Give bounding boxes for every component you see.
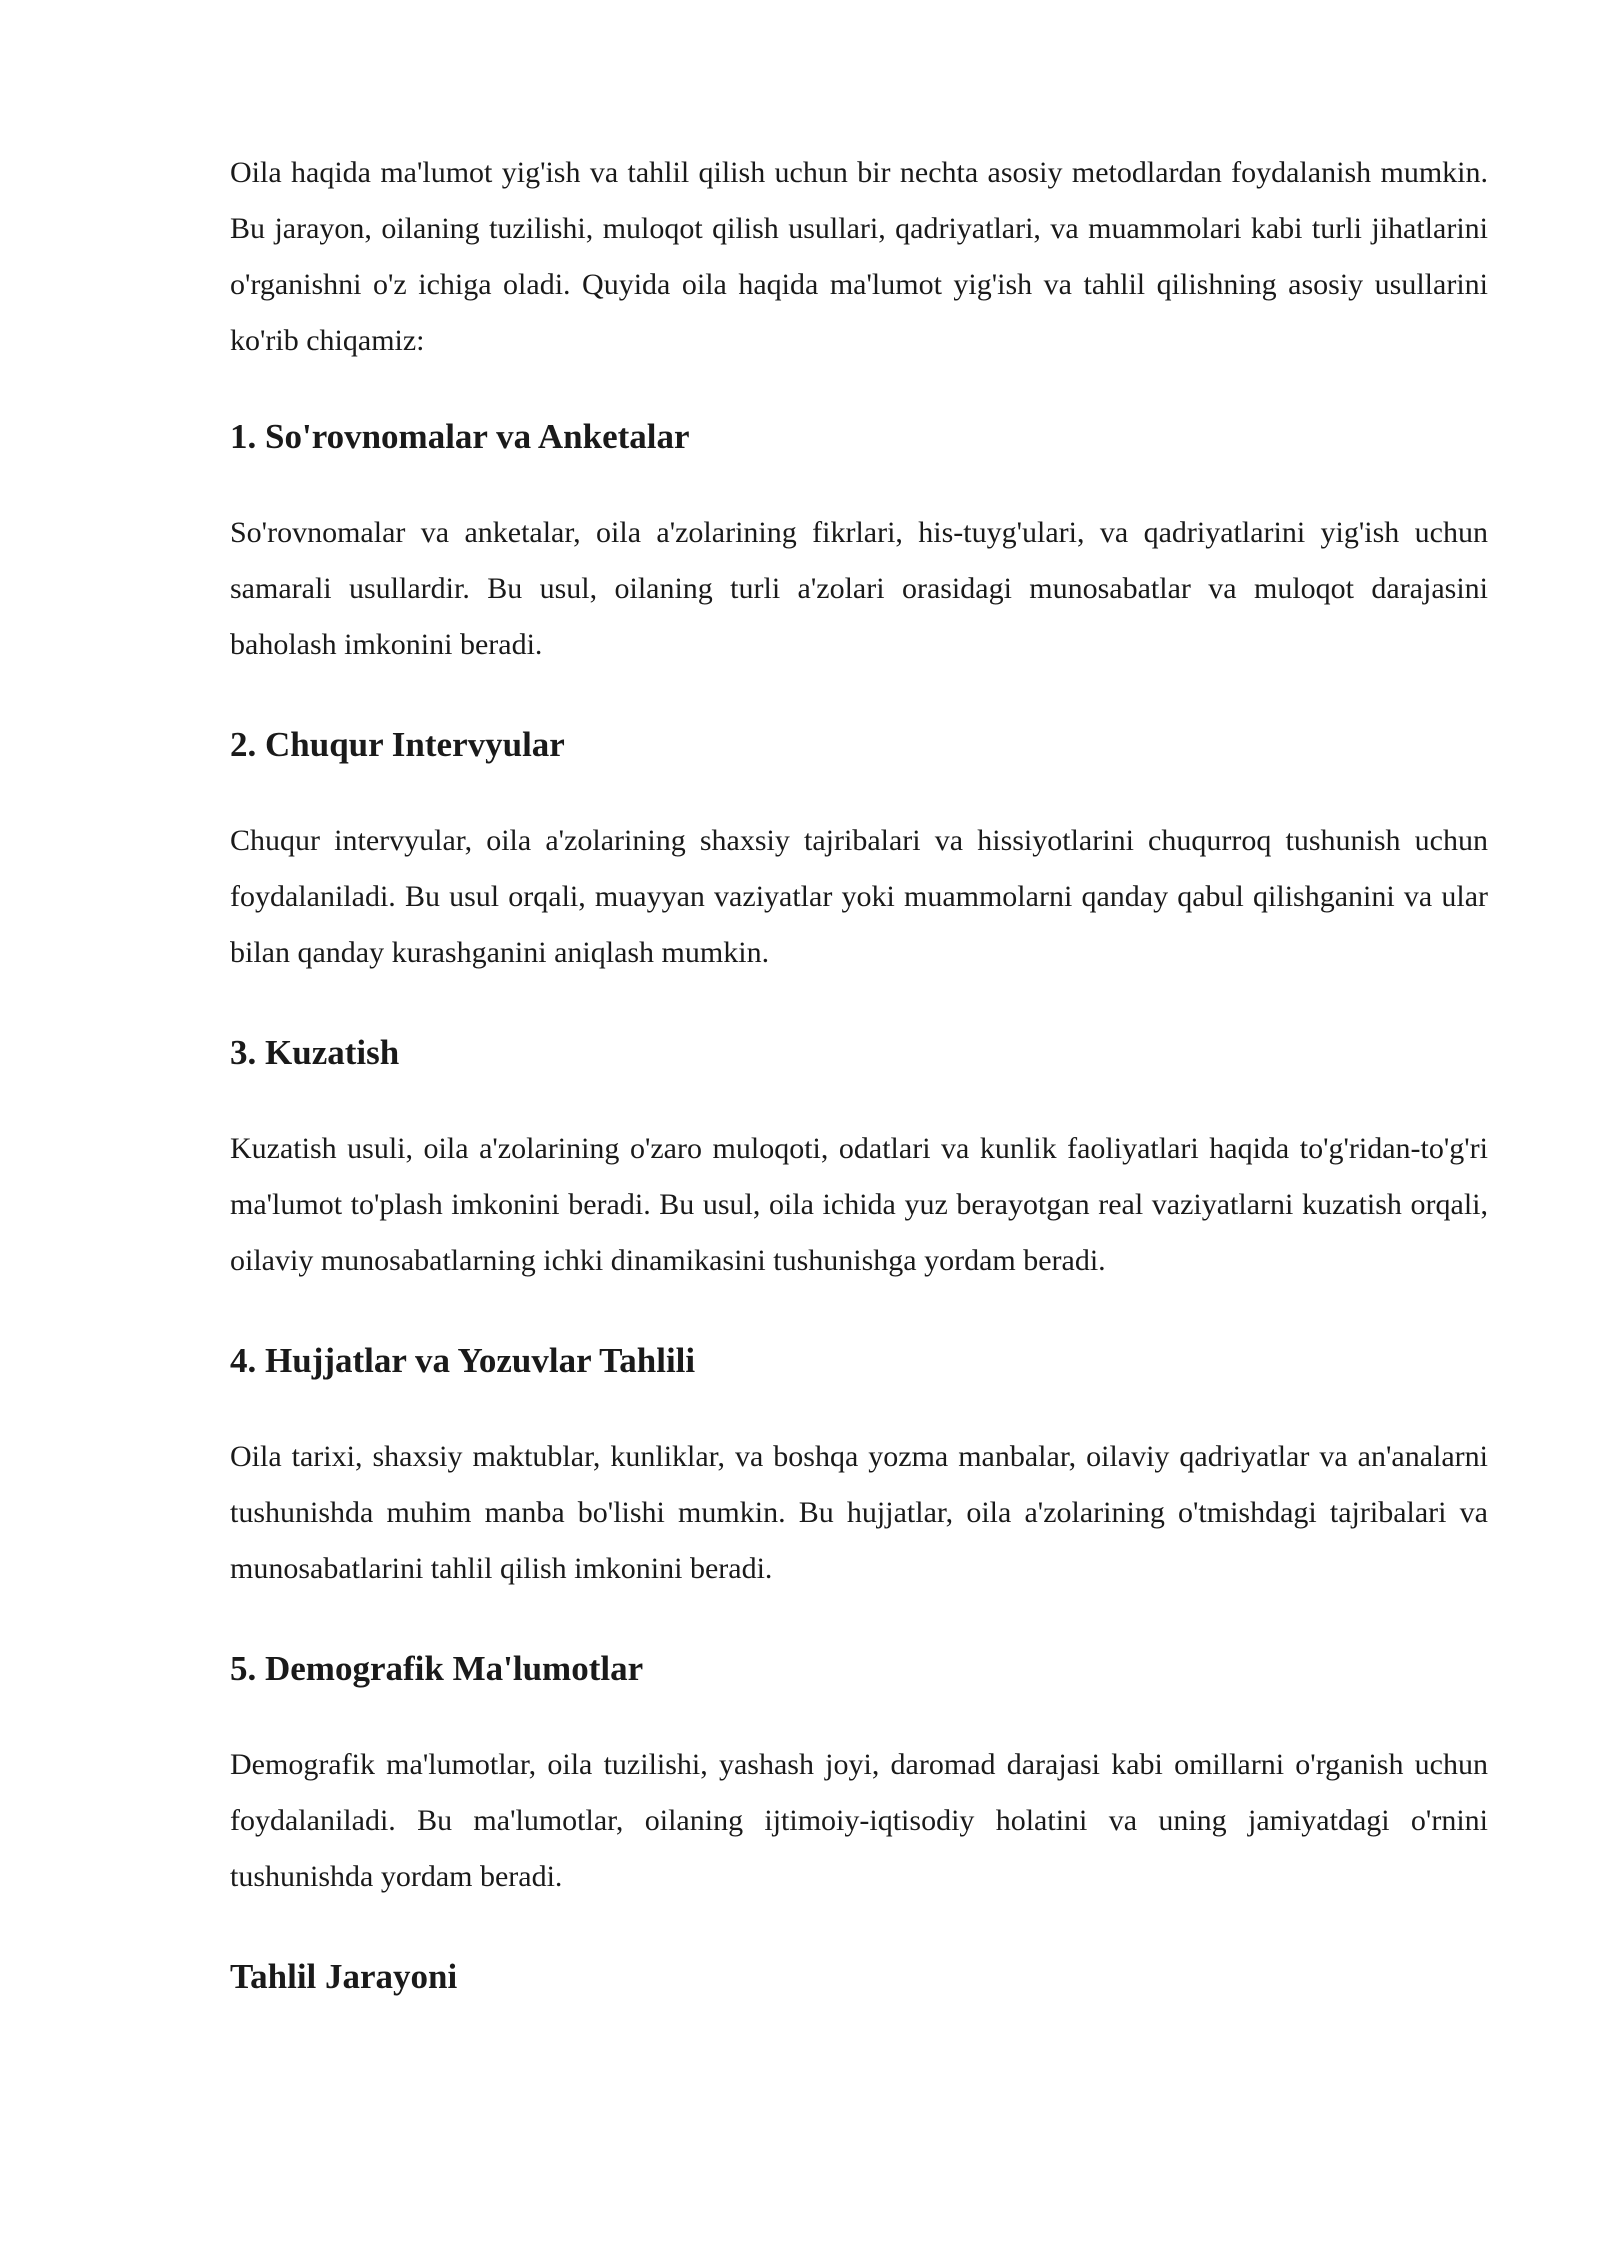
section-heading-interviews: 2. Chuqur Intervyular — [230, 725, 565, 764]
document-page — [230, 145, 1488, 1999]
section-heading-demographics: 5. Demografik Ma'lumotlar — [230, 1649, 644, 1688]
section-body-demographics: Demografik ma'lumotlar, oila tuzilishi, yashash joyi, daromad darajasi kabi omillarni o'rganish uchun foydalaniladi. Bu ma'lumotlar, oilaning ijtimoiy-iqtisodiy holatini va uning jamiyatdagi o'rnini tushunishda yordam beradi. — [230, 1748, 1488, 1893]
section-heading-documents: 4. Hujjatlar va Yozuvlar Tahlili — [230, 1341, 696, 1380]
section-heading-surveys: 1. So'rovnomalar va Anketalar — [230, 417, 690, 456]
section-body-observation: Kuzatish usuli, oila a'zolarining o'zaro muloqoti, odatlari va kunlik faoliyatlari haqida to'g'ridan-to'g'ri ma'lumot to'plash imkonini beradi. Bu usul, oila ichida yuz berayotgan real vaziyatlarni kuzatish orqali, oilaviy munosabatlarning ichki dinamikasini tushunishga yordam beradi. — [230, 1132, 1488, 1277]
intro-paragraph: Oila haqida ma'lumot yig'ish va tahlil qilish uchun bir nechta asosiy metodlardan foydalanish mumkin. Bu jarayon, oilaning tuzilishi, muloqot qilish usullari, qadriyatlari, va muammolari kabi turli jihatlarini o'rganishni o'z ichiga oladi. Quyida oila haqida ma'lumot yig'ish va tahlil qilishning asosiy usullarini ko'rib chiqamiz: — [230, 156, 1488, 357]
final-heading: Tahlil Jarayoni — [230, 1957, 458, 1996]
section-body-documents: Oila tarixi, shaxsiy maktublar, kunliklar, va boshqa yozma manbalar, oilaviy qadriyatlar va an'analarni tushunishda muhim manba bo'lishi mumkin. Bu hujjatlar, oila a'zolarining o'tmishdagi tajribalari va munosabatlarini tahlil qilish imkonini beradi. — [230, 1440, 1488, 1585]
section-body-surveys: So'rovnomalar va anketalar, oila a'zolarining fikrlari, his-tuyg'ulari, va qadriyatlarini yig'ish uchun samarali usullardir. Bu usul, oilaning turli a'zolari orasidagi munosabatlar va muloqot darajasini baholash imkonini beradi. — [230, 516, 1488, 661]
section-heading-observation: 3. Kuzatish — [230, 1033, 400, 1072]
section-body-interviews: Chuqur intervyular, oila a'zolarining shaxsiy tajribalari va hissiyotlarini chuqurroq tushunish uchun foydalaniladi. Bu usul orqali, muayyan vaziyatlar yoki muammolarni qanday qabul qilishganini va ular bilan qanday kurashganini aniqlash mumkin. — [230, 824, 1488, 969]
